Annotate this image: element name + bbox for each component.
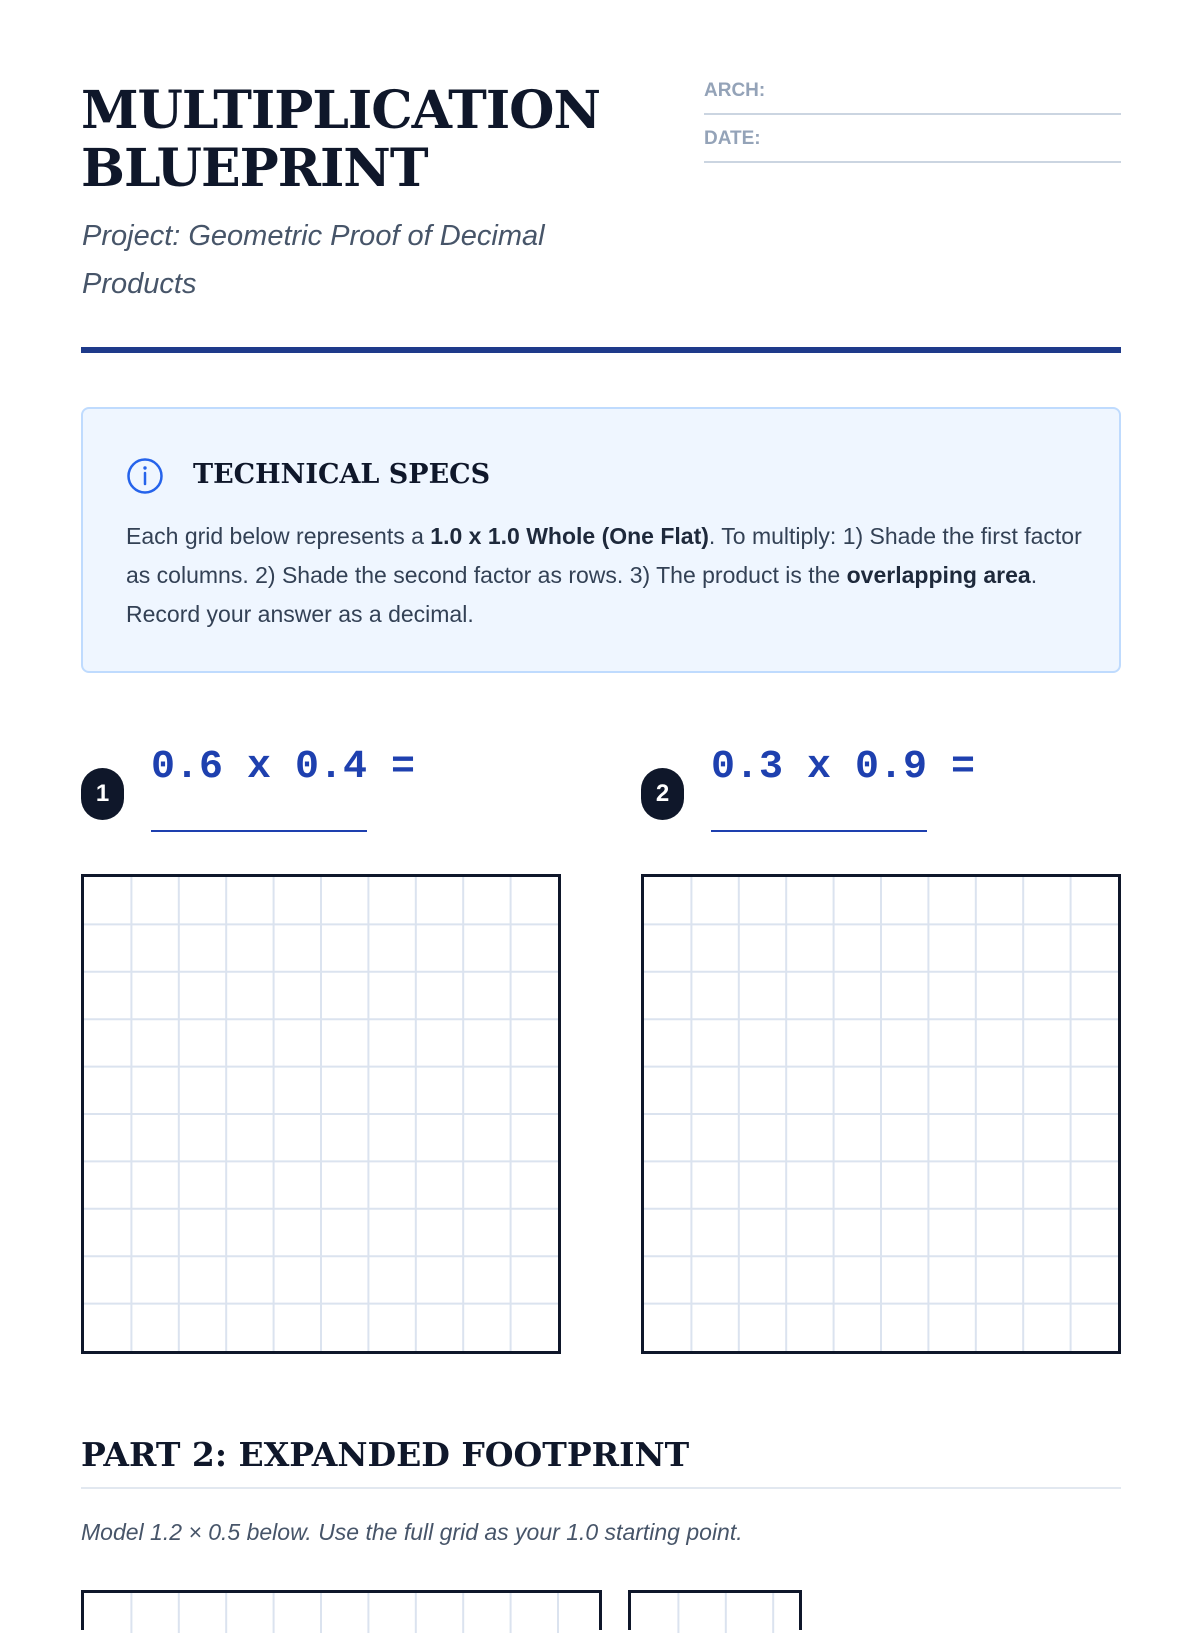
part2-heading: PART 2: EXPANDED FOOTPRINT [81, 1435, 690, 1474]
worksheet-page [81, 0, 1121, 1600]
part2-instructions: Model 1.2 × 0.5 below. Use the full grid as your 1.0 starting point. [81, 1519, 743, 1545]
grid-lines [644, 877, 1118, 1351]
hundredths-grid[interactable] [81, 874, 561, 1354]
answer-blank[interactable] [151, 800, 367, 832]
arch-label: ARCH: [704, 80, 766, 101]
part2-divider [81, 1487, 1121, 1489]
title-line-2: BLUEPRINT [81, 138, 428, 199]
page-subtitle: Project: Geometric Proof of Decimal Products [82, 220, 545, 300]
arch-field[interactable] [704, 80, 1121, 115]
answer-blank[interactable] [711, 800, 927, 832]
specs-title: TECHNICAL SPECS [193, 459, 491, 490]
specs-bold-overlap: overlapping area [846, 562, 1031, 588]
problem-number-badge: 2 [641, 768, 684, 820]
date-field[interactable] [704, 128, 1121, 163]
specs-text-part-2: . To multiply: 1) Shade the first factor as columns. 2) Shade the second factor as rows. 3) The product is the [126, 523, 1082, 588]
specs-text [126, 517, 1086, 634]
specs-bold-whole: 1.0 x 1.0 Whole (One Flat) [430, 523, 709, 549]
info-icon [126, 457, 164, 495]
problem-equation: 0.6 x 0.4 = [151, 745, 416, 790]
header-divider [81, 347, 1121, 353]
problem-equation: 0.3 x 0.9 = [711, 745, 976, 790]
expanded-extension-grid[interactable] [628, 1590, 802, 1630]
problem-number-badge: 1 [81, 768, 124, 820]
page-title [81, 82, 641, 198]
grid-lines [631, 1593, 799, 1633]
title-line-1: MULTIPLICATION [81, 80, 600, 141]
date-label: DATE: [704, 128, 761, 149]
expanded-whole-grid[interactable] [81, 1590, 602, 1630]
grid-lines [84, 877, 558, 1351]
specs-text-part-3: . Record your answer as a decimal. [126, 562, 1038, 627]
specs-text-part-1: Each grid below represents a [126, 523, 431, 549]
grid-lines [84, 1593, 599, 1633]
technical-specs-box [81, 407, 1121, 673]
hundredths-grid[interactable] [641, 874, 1121, 1354]
